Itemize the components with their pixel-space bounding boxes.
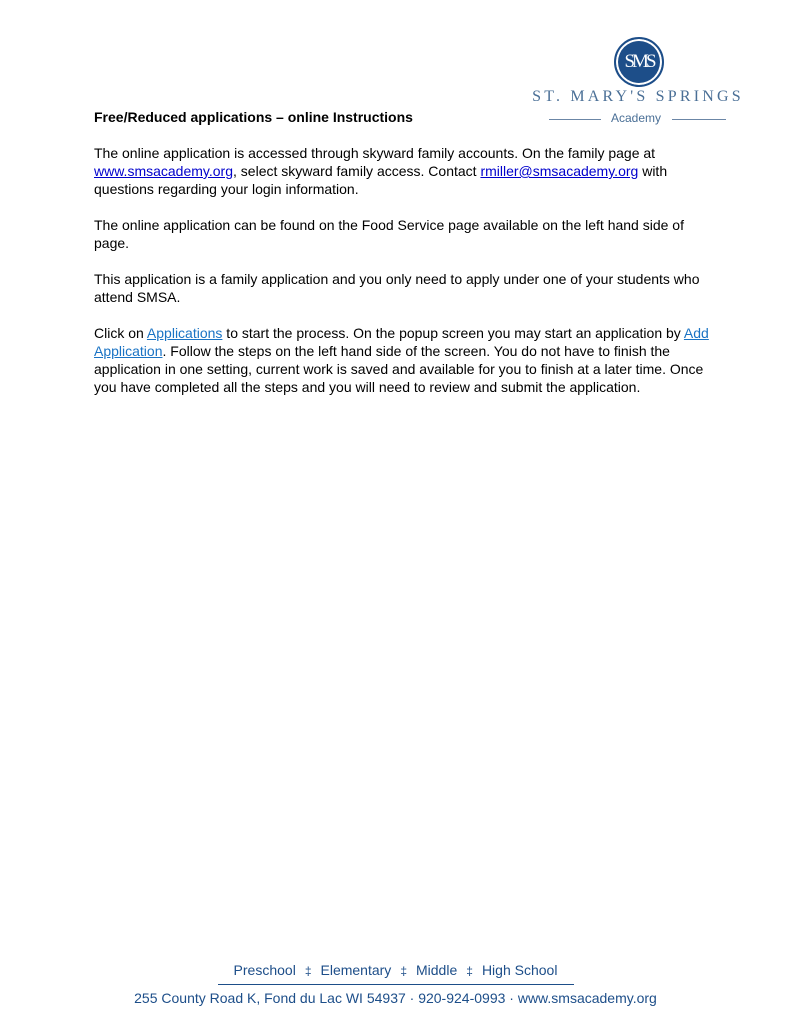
paragraph-text: . Follow the steps on the left hand side of the screen. You do not have to finish the application in one setting, current work is saved and available for you to finish at a later time. Once you have completed all the steps and you will need to review and submit the application. [94, 343, 704, 395]
document-heading: Free/Reduced applications – online Instructions [94, 109, 413, 125]
footer-address: 255 County Road K, Fond du Lac WI 54937 · 920-924-0993 · www.smsacademy.org [134, 990, 657, 1006]
level-high-school: High School [481, 962, 558, 978]
paragraph-process [94, 324, 714, 396]
level-elementary: Elementary [320, 962, 392, 978]
paragraph-login [94, 144, 714, 198]
separator-icon: ‡ [304, 964, 312, 978]
school-subtitle: Academy [610, 111, 662, 125]
email-link[interactable]: rmiller@smsacademy.org [480, 163, 639, 179]
add-application-link[interactable]: Add Application [94, 325, 709, 359]
seal-monogram: SMS [624, 51, 654, 72]
footer-divider [218, 984, 574, 985]
school-seal-icon [614, 37, 664, 87]
paragraph-text: with questions regarding your login information. [94, 163, 668, 197]
paragraph-family-application: This application is a family application and you only need to apply under one of your students who attend SMSA. [94, 271, 700, 305]
separator-icon: ‡ [400, 964, 407, 978]
applications-link[interactable]: Applications [146, 325, 223, 341]
paragraph-text: Click on [94, 325, 147, 341]
paragraph-text: to start the process. On the popup screen you may start an application by [222, 325, 684, 341]
paragraph-location: The online application can be found on the Food Service page available on the left hand side of page. [94, 217, 684, 251]
document-body [94, 108, 714, 414]
paragraph-text: , select skyward family access. Contact [233, 163, 481, 179]
footer-school-levels [0, 962, 791, 978]
level-middle: Middle [416, 962, 458, 978]
paragraph-text: The online application is accessed through skyward family accounts. On the family page at [94, 145, 656, 161]
school-name: ST. MARY'S SPRINGS [532, 88, 744, 105]
level-preschool: Preschool [233, 962, 296, 978]
website-link[interactable]: www.smsacademy.org [94, 163, 234, 179]
separator-icon: ‡ [466, 964, 473, 978]
